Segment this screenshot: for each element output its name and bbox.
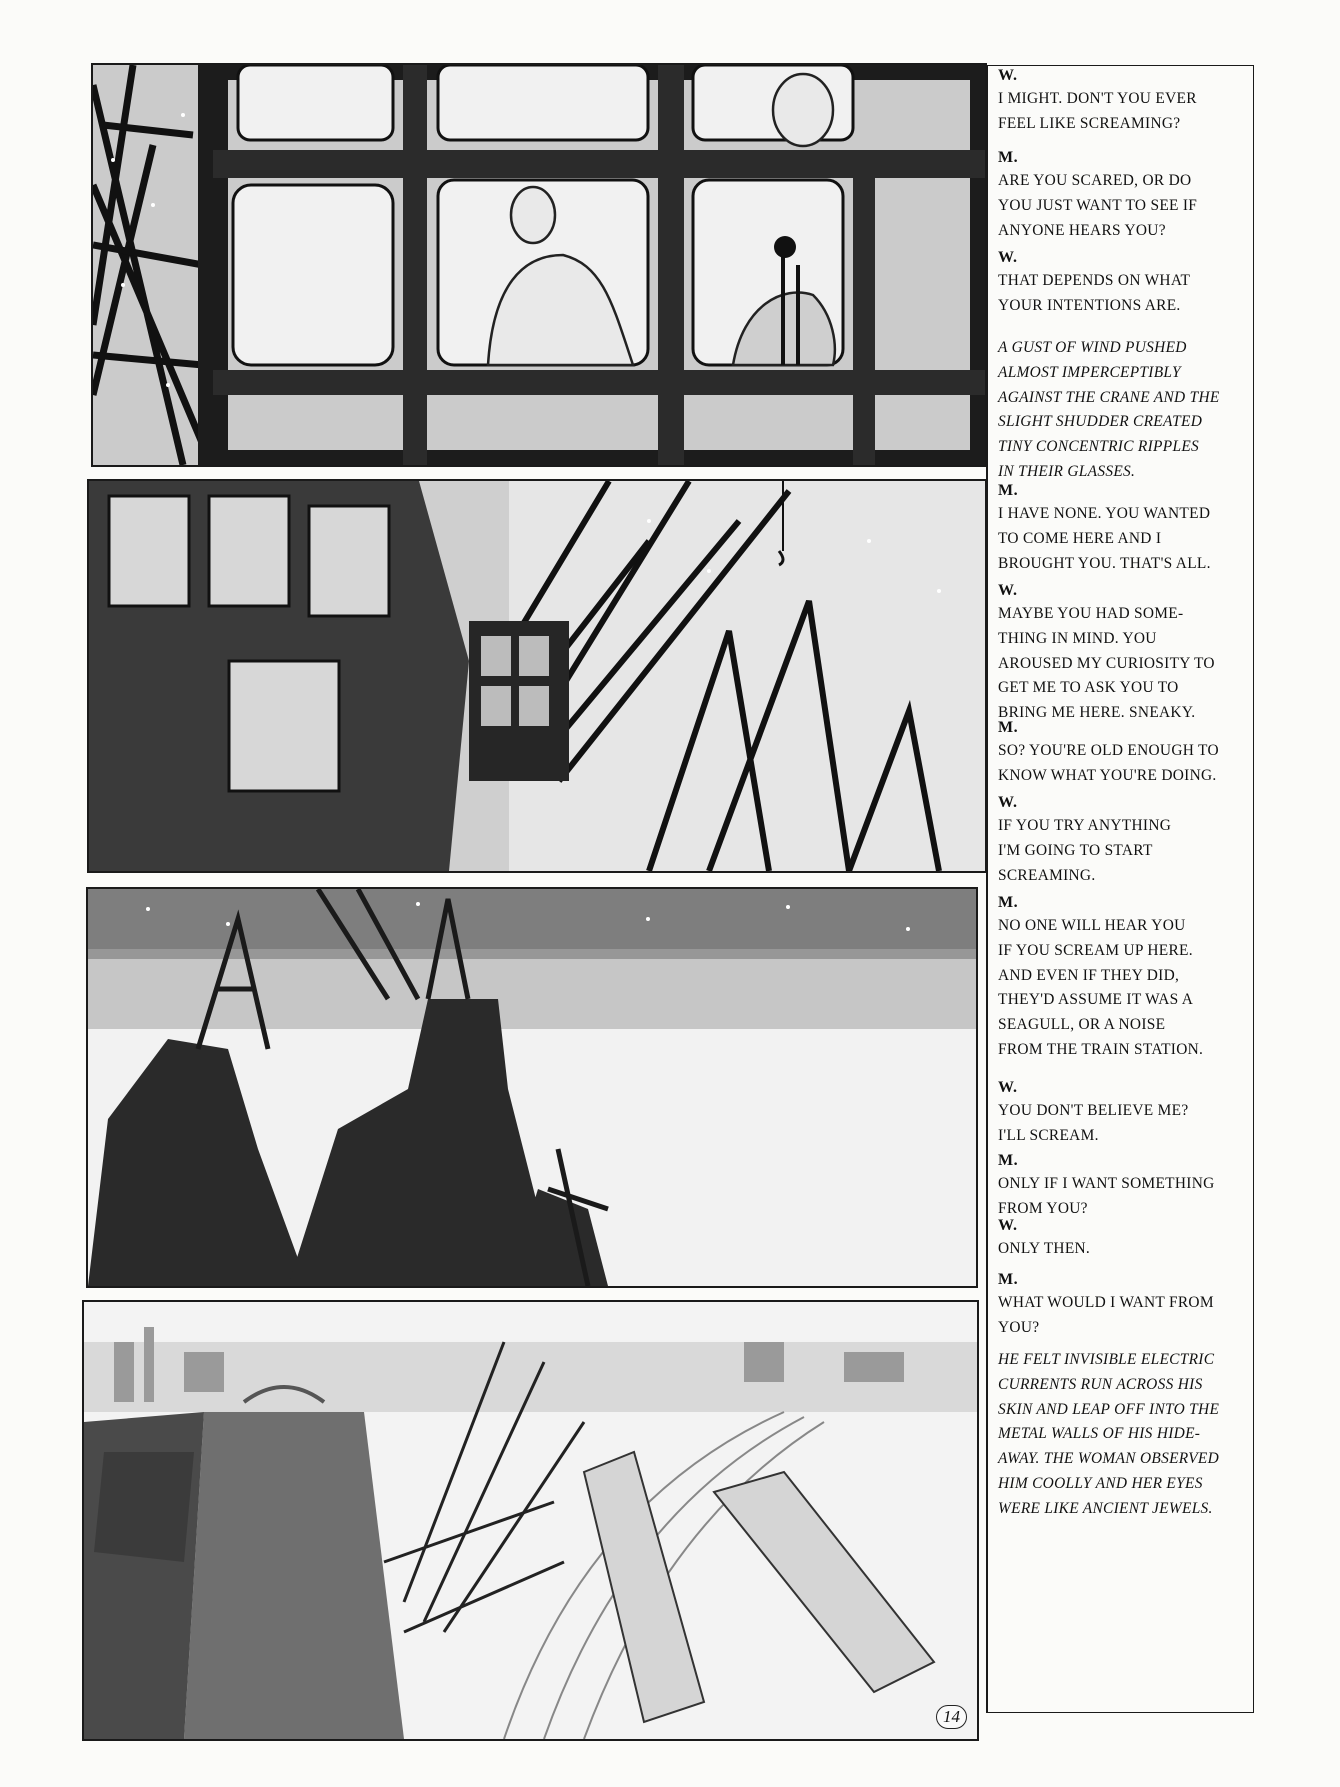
narration-line: ALMOST IMPERCEPTIBLY [998,363,1181,381]
crane-exterior-illustration [89,481,985,871]
narration-block [998,1348,1254,1522]
dialogue-block [998,893,1254,1063]
speaker-label: M. [998,894,1019,911]
dialogue-block [998,1216,1254,1262]
harbour-illustration [84,1302,977,1739]
dialogue-line: FEEL LIKE SCREAMING? [998,114,1181,132]
dialogue-line: I MIGHT. DON'T YOU EVER [998,90,1197,107]
speaker-label: W. [998,67,1018,84]
speaker-label: W. [998,794,1018,811]
dialogue-line: AROUSED MY CURIOSITY TO [998,654,1215,672]
dialogue-block [998,481,1254,576]
narration-line: SKIN AND LEAP OFF INTO THE [998,1400,1220,1418]
dialogue-line: SEAGULL, OR A NOISE [998,1016,1166,1034]
dialogue-line: THING IN MIND. YOU [998,629,1157,647]
panel-harbour [82,1300,979,1741]
speaker-label: W. [998,1079,1018,1096]
speaker-label: M. [998,149,1019,166]
dialogue-line: ARE YOU SCARED, OR DO [998,172,1192,189]
dialogue-line: SCREAMING. [998,866,1096,884]
speaker-label: M. [998,1152,1019,1169]
dialogue-block [998,148,1254,243]
dialogue-block [998,793,1254,888]
dialogue-line: FROM THE TRAIN STATION. [998,1040,1204,1058]
dialogue-line: SO? YOU'RE OLD ENOUGH TO [998,742,1219,759]
dialogue-line: IF YOU TRY ANYTHING [998,817,1172,834]
dialogue-line: YOU DON'T BELIEVE ME? [998,1102,1189,1119]
narration-line: SLIGHT SHUDDER CREATED [998,413,1203,431]
speaker-label: M. [998,719,1019,736]
dialogue-block [998,1270,1254,1341]
speaker-label: W. [998,1217,1018,1234]
dialogue-line: THAT DEPENDS ON WHAT [998,272,1191,289]
cranes-sky-illustration [88,889,976,1286]
narration-line: IN THEIR GLASSES. [998,462,1136,480]
narration-line: METAL WALLS OF HIS HIDE- [998,1425,1201,1443]
page-number: 14 [936,1705,967,1729]
dialogue-line: THEY'D ASSUME IT WAS A [998,991,1194,1009]
narration-line: A GUST OF WIND PUSHED [998,339,1187,356]
dialogue-line: TO COME HERE AND I [998,529,1162,547]
dialogue-line: YOU JUST WANT TO SEE IF [998,196,1198,214]
speaker-label: W. [998,582,1018,599]
narration-line: AGAINST THE CRANE AND THE [998,388,1220,406]
speaker-label: M. [998,1271,1019,1288]
dialogue-line: KNOW WHAT YOU'RE DOING. [998,766,1217,784]
dialogue-line: MAYBE YOU HAD SOME- [998,605,1184,622]
dialogue-line: GET ME TO ASK YOU TO [998,679,1179,697]
dialogue-line: ANYONE HEARS YOU? [998,221,1166,239]
dialogue-line: NO ONE WILL HEAR YOU [998,917,1186,934]
dialogue-line: I HAVE NONE. YOU WANTED [998,505,1211,522]
dialogue-block [998,581,1254,726]
dialogue-line: IF YOU SCREAM UP HERE. [998,941,1193,959]
narration-line: WERE LIKE ANCIENT JEWELS. [998,1499,1213,1517]
dialogue-line: ONLY THEN. [998,1240,1091,1257]
narration-column [986,65,1254,1713]
dialogue-line: I'LL SCREAM. [998,1126,1099,1144]
panel-cranes-sky [86,887,978,1288]
narration-line: HE FELT INVISIBLE ELECTRIC [998,1351,1215,1368]
dialogue-line: I'M GOING TO START [998,841,1153,859]
dialogue-block [998,1151,1254,1222]
speaker-label: W. [998,249,1018,266]
dialogue-line: YOU? [998,1318,1040,1336]
dialogue-block [998,718,1254,789]
narration-line: HIM COOLLY AND HER EYES [998,1474,1203,1492]
dialogue-line: FROM YOU? [998,1199,1088,1217]
narration-line: AWAY. THE WOMAN OBSERVED [998,1450,1220,1468]
dialogue-block [998,1078,1254,1149]
speaker-label: M. [998,482,1019,499]
dialogue-line: YOUR INTENTIONS ARE. [998,296,1181,314]
dialogue-block [998,66,1254,137]
dialogue-block [998,248,1254,319]
dialogue-line: BRING ME HERE. SNEAKY. [998,704,1196,722]
panel-crane-exterior [87,479,987,873]
narration-line: CURRENTS RUN ACROSS HIS [998,1375,1203,1393]
narration-line: TINY CONCENTRIC RIPPLES [998,438,1200,456]
crane-cabin-illustration [93,65,985,465]
narration-block [998,336,1254,485]
dialogue-line: ONLY IF I WANT SOMETHING [998,1175,1215,1192]
dialogue-line: AND EVEN IF THEY DID, [998,966,1180,984]
dialogue-line: BROUGHT YOU. THAT'S ALL. [998,554,1211,572]
panel-crane-cabin [91,63,987,467]
dialogue-line: WHAT WOULD I WANT FROM [998,1294,1214,1311]
